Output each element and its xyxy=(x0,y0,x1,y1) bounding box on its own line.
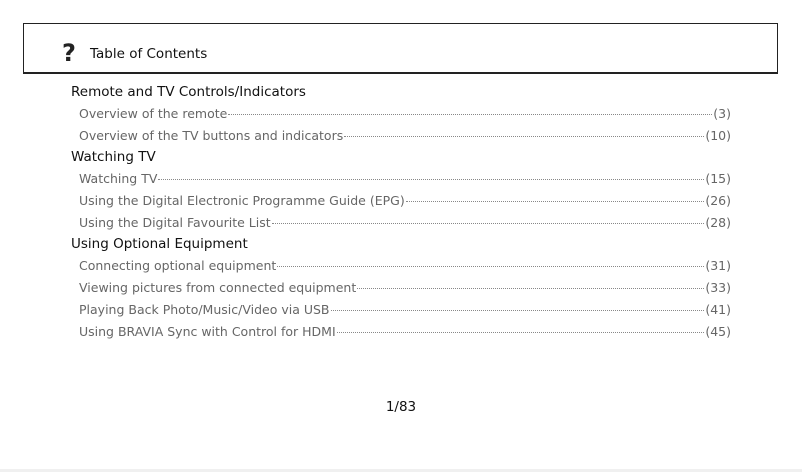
entry-page-number: (26) xyxy=(705,193,731,209)
dot-leader xyxy=(337,320,705,333)
entry-label: Using BRAVIA Sync with Control for HDMI xyxy=(79,323,336,339)
page-indicator: 1/83 xyxy=(385,399,417,415)
toc-entry-bravia-sync[interactable] xyxy=(71,323,731,345)
section-heading-watching-tv: Watching TV xyxy=(71,149,156,166)
entry-page-number: (3) xyxy=(713,106,731,121)
entry-page-number: (41) xyxy=(705,301,731,317)
entry-label: Using the Digital Favourite List xyxy=(79,214,271,230)
entry-page-number: (33) xyxy=(705,280,731,296)
dot-leader xyxy=(406,189,705,202)
section-heading-optional-equipment: Using Optional Equipment xyxy=(71,236,248,253)
dot-leader xyxy=(158,167,704,180)
entry-page-number: (45) xyxy=(705,323,731,339)
entry-label: Using the Digital Electronic Programme Guide (EPG) xyxy=(79,193,405,209)
entry-page-number: (15) xyxy=(705,171,731,187)
entry-label: Watching TV xyxy=(79,171,158,187)
toc-entry-favourite-list[interactable] xyxy=(71,214,731,236)
dot-leader xyxy=(228,102,712,115)
entry-label: Overview of the TV buttons and indicators xyxy=(79,127,344,143)
dot-leader xyxy=(331,298,705,311)
entry-label: Connecting optional equipment xyxy=(79,258,277,274)
table-of-contents xyxy=(71,83,731,344)
toc-entry-overview-tv-buttons[interactable] xyxy=(71,127,731,149)
dot-leader xyxy=(357,276,704,289)
entry-page-number: (28) xyxy=(705,214,731,230)
entry-page-number: (31) xyxy=(705,258,731,274)
help-question-icon: ? xyxy=(62,39,76,67)
section-heading-remote-controls: Remote and TV Controls/Indicators xyxy=(71,84,306,100)
dot-leader xyxy=(277,254,704,267)
entry-label: Viewing pictures from connected equipment xyxy=(79,280,357,296)
entry-label: Overview of the remote xyxy=(79,106,228,121)
dot-leader xyxy=(344,124,704,137)
dot-leader xyxy=(272,211,705,224)
entry-label: Playing Back Photo/Music/Video via USB xyxy=(79,301,330,317)
page-title: Table of Contents xyxy=(90,46,208,62)
entry-page-number: (10) xyxy=(705,127,731,143)
toc-header xyxy=(23,23,778,74)
